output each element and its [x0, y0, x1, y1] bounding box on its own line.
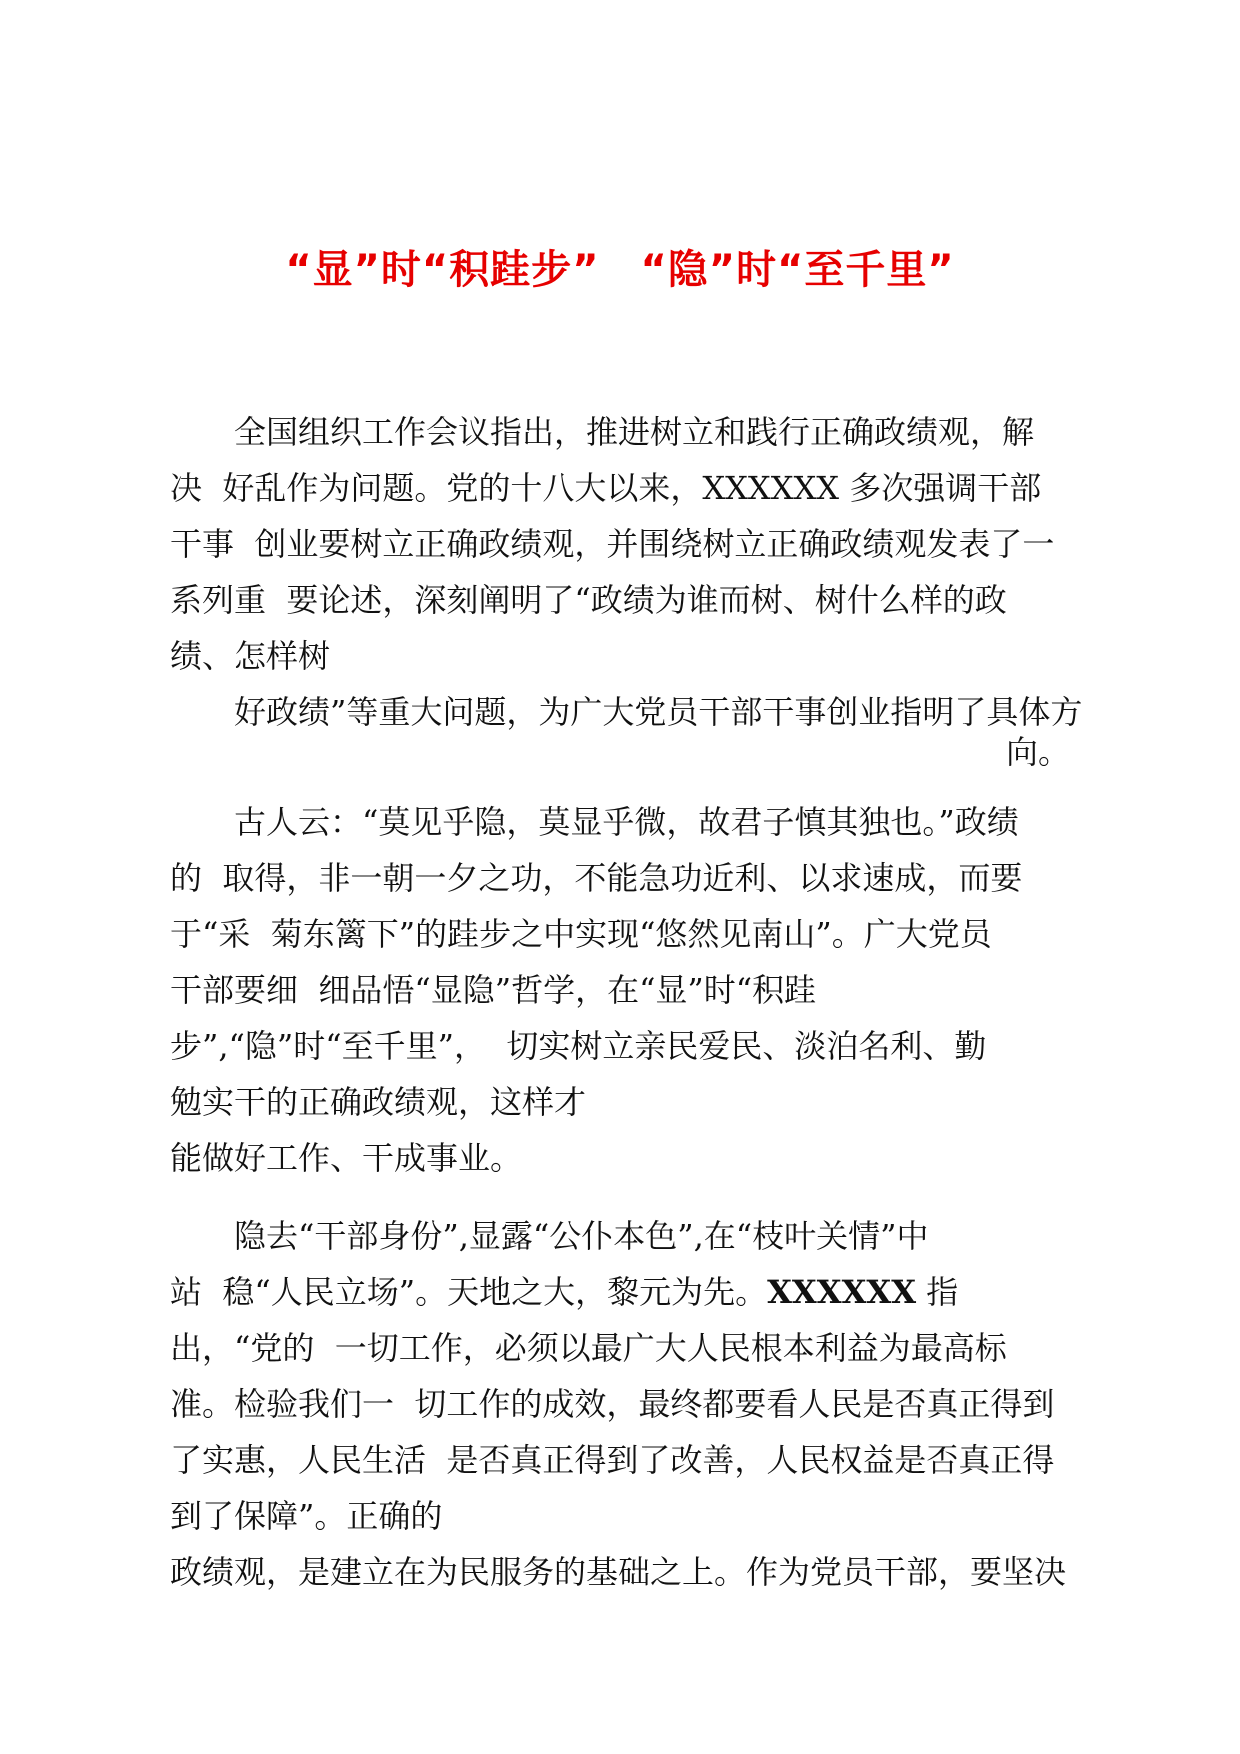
paragraph-2-line-6: 勉实干的正确政绩观，这样才: [170, 1083, 587, 1121]
paragraph-3-line-3: 出，“党的 一切工作，必须以最广大人民根本利益为最高标: [170, 1329, 1007, 1367]
paragraph-1-line-1: 全国组织工作会议指出，推进树立和践行正确政绩观，解: [234, 413, 1035, 451]
paragraph-2-line-5: 步”,“隐”时“至千里”， 切实树立亲民爱民、淡泊名利、勤: [170, 1027, 987, 1065]
paragraph-3-line-2-tail: 指: [916, 1273, 959, 1311]
paragraph-3-line-2: [170, 1270, 958, 1314]
paragraph-3-line-5: 了实惠，人民生活 是否真正得到了改善，人民权益是否真正得: [170, 1441, 1055, 1479]
paragraph-3-line-6: 到了保障”。正确的: [170, 1497, 443, 1535]
paragraph-3-line-7: 政绩观，是建立在为民服务的基础之上。作为党员干部，要坚决: [170, 1553, 1067, 1591]
paragraph-1-line-6: 好政绩”等重大问题，为广大党员干部干事创业指明了具体方: [234, 693, 1083, 731]
paragraph-1-line-7: 向。: [1005, 733, 1070, 771]
paragraph-1-line-2: 决 好乱作为问题。党的十八大以来，XXXXXX 多次强调干部: [170, 469, 1042, 507]
paragraph-2-line-4: 干部要细 细品悟“显隐”哲学，在“显”时“积跬: [170, 971, 817, 1009]
paragraph-3-line-1: 隐去“干部身份”,显露“公仆本色”,在“枝叶关情”中: [234, 1217, 929, 1255]
paragraph-2-line-2: 的 取得，非一朝一夕之功，不能急功近利、以求速成，而要: [170, 859, 1023, 897]
paragraph-1-line-5: 绩、怎样树: [170, 637, 331, 675]
paragraph-3-line-4: 准。检验我们一 切工作的成效，最终都要看人民是否真正得到: [170, 1385, 1055, 1423]
paragraph-1-line-4: 系列重 要论述，深刻阐明了“政绩为谁而树、树什么样的政: [170, 581, 1007, 619]
paragraph-3-line-2-text: 站 稳“人民立场”。天地之大，黎元为先。: [170, 1273, 768, 1311]
redacted-name: XXXXXX: [767, 1273, 917, 1311]
paragraph-2-line-3: 于“采 菊东篱下”的跬步之中实现“悠然见南山”。广大党员: [170, 915, 992, 953]
paragraph-2-line-7: 能做好工作、干成事业。: [170, 1139, 523, 1177]
paragraph-2-line-1: 古人云：“莫见乎隐，莫显乎微，故君子慎其独也。”政绩: [234, 803, 1019, 841]
document-title: “显”时“积跬步” “隐”时“至千里”: [285, 247, 955, 293]
paragraph-1-line-3: 干事 创业要树立正确政绩观，并围绕树立正确政绩观发表了一: [170, 525, 1055, 563]
